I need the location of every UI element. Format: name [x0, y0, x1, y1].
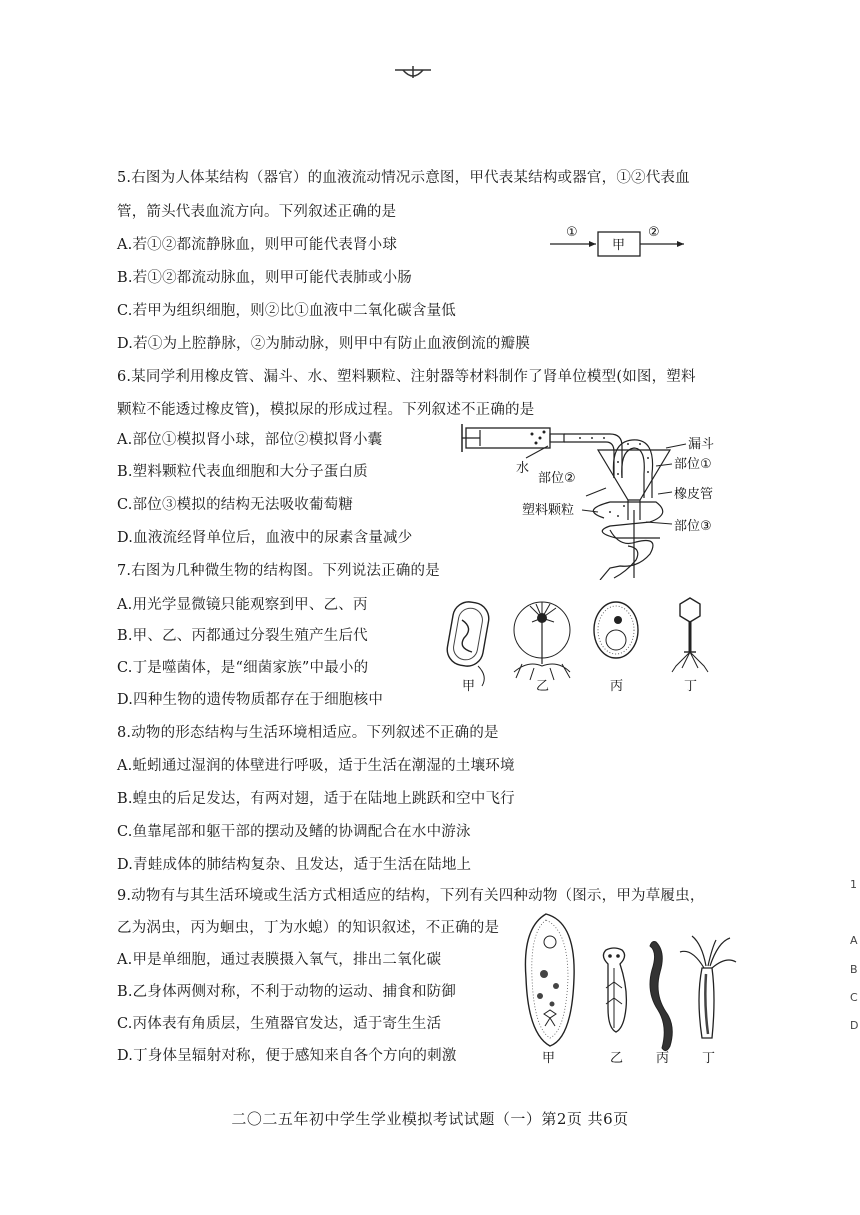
bacteriophage-illustration — [672, 598, 708, 672]
page-footer: 二〇二五年初中学生学业模拟考试试题（一）第2页 共6页 — [231, 1110, 629, 1128]
q9-option-a: A.甲是单细胞，通过表膜摄入氧气，排出二氧化碳 — [117, 952, 442, 968]
q7-option-c: C.丁是噬菌体，是“细菌家族”中最小的 — [117, 660, 369, 676]
q7-option-a: A.用光学显微镜只能观察到甲、乙、丙 — [117, 597, 368, 613]
q9-stem-line1: 9.动物有与其生活环境或生活方式相适应的结构，下列有关四种动物（图示，甲为草履虫， — [117, 888, 705, 904]
roundworm-illustration — [650, 942, 672, 1051]
q5-blood-flow-diagram — [548, 222, 688, 264]
q6-fig-funnel-label: 漏斗 — [688, 437, 715, 452]
edge-mark-1: 1 — [850, 878, 857, 891]
q6-fig-part2-label: 部位② — [538, 471, 576, 486]
q7-microorganisms-figure — [444, 594, 734, 696]
q6-option-d: D.血液流经肾单位后，血液中的尿素含量减少 — [117, 530, 413, 546]
q5-option-b: B.若①②都流动脉血，则甲可能代表肺或小肠 — [117, 270, 412, 286]
q7-fig-label-ding: 丁 — [684, 679, 698, 694]
q6-option-a: A.部位①模拟肾小球，部位②模拟肾小囊 — [117, 432, 383, 448]
page-top-mark — [393, 64, 433, 82]
q7-option-b: B.甲、乙、丙都通过分裂生殖产生后代 — [117, 628, 368, 644]
q9-option-d: D.丁身体呈辐射对称，便于感知来自各个方向的刺激 — [117, 1048, 457, 1064]
q6-stem-line1: 6.某同学利用橡皮管、漏斗、水、塑料颗粒、注射器等材料制作了肾单位模型(如图，塑料 — [117, 369, 696, 385]
paramecium-illustration — [525, 914, 574, 1046]
q8-option-c: C.鱼靠尾部和躯干部的摆动及鳍的协调配合在水中游泳 — [117, 824, 471, 840]
q9-fig-label-jia: 甲 — [542, 1051, 556, 1066]
edge-mark-d: D — [850, 1019, 859, 1032]
q8-stem: 8.动物的形态结构与生活环境相适应。下列叙述不正确的是 — [117, 725, 499, 741]
q5-option-a: A.若①②都流静脉血，则甲可能代表肾小球 — [117, 237, 398, 253]
q7-fig-label-jia: 甲 — [462, 679, 476, 694]
q6-kidney-model-diagram — [460, 418, 730, 580]
q5-fig-vessel-1: ① — [566, 225, 578, 240]
hydra-illustration — [680, 936, 736, 1038]
planarian-illustration — [603, 948, 626, 1032]
q5-stem-line2: 管，箭头代表血流方向。下列叙述正确的是 — [117, 204, 397, 220]
q5-stem-line1: 5.右图为人体某结构（器官）的血液流动情况示意图，甲代表某结构或器官，①②代表血 — [117, 170, 690, 186]
q9-fig-label-yi: 乙 — [610, 1051, 624, 1066]
q6-fig-part1-label: 部位① — [674, 457, 712, 472]
q8-option-d: D.青蛙成体的肺结构复杂、且发达，适于生活在陆地上 — [117, 857, 472, 873]
q5-fig-organ: 甲 — [612, 238, 626, 253]
edge-mark-b: B — [850, 963, 858, 976]
q6-option-b: B.塑料颗粒代表血细胞和大分子蛋白质 — [117, 464, 368, 480]
q7-option-d: D.四种生物的遗传物质都存在于细胞核中 — [117, 692, 384, 708]
q7-stem: 7.右图为几种微生物的结构图。下列说法正确的是 — [117, 563, 440, 579]
q6-fig-part3-label: 部位③ — [674, 519, 712, 534]
q7-fig-label-yi: 乙 — [536, 679, 550, 694]
q9-fig-label-ding: 丁 — [702, 1051, 716, 1066]
q9-animals-figure — [516, 908, 740, 1068]
q7-fig-label-bing: 丙 — [610, 679, 624, 694]
q6-option-c: C.部位③模拟的结构无法吸收葡萄糖 — [117, 497, 354, 513]
q5-option-d: D.若①为上腔静脉，②为肺动脉，则甲中有防止血液倒流的瓣膜 — [117, 336, 531, 352]
bacterium-illustration — [445, 599, 492, 686]
q9-stem-line2: 乙为涡虫，丙为蛔虫，丁为水螅）的知识叙述，不正确的是 — [117, 920, 500, 936]
q6-fig-water-label: 水 — [516, 461, 530, 476]
q5-fig-vessel-2: ② — [648, 225, 660, 240]
mold-illustration — [514, 602, 570, 680]
q6-fig-tube-label: 橡皮管 — [674, 487, 714, 502]
q9-option-c: C.丙体表有角质层，生殖器官发达，适于寄生生活 — [117, 1016, 442, 1032]
q5-option-c: C.若甲为组织细胞，则②比①血液中二氧化碳含量低 — [117, 303, 456, 319]
yeast-illustration — [594, 602, 638, 658]
q9-fig-label-bing: 丙 — [656, 1051, 670, 1066]
q6-stem-line2: 颗粒不能透过橡皮管)，模拟尿的形成过程。下列叙述不正确的是 — [117, 402, 535, 418]
q9-option-b: B.乙身体两侧对称，不利于动物的运动、捕食和防御 — [117, 984, 457, 1000]
q8-option-b: B.蝗虫的后足发达，有两对翅，适于在陆地上跳跃和空中飞行 — [117, 791, 515, 807]
q6-fig-particles-label: 塑料颗粒 — [522, 503, 575, 518]
edge-mark-c: C — [850, 991, 858, 1004]
edge-mark-a: A — [850, 934, 858, 947]
q8-option-a: A.蚯蚓通过湿润的体壁进行呼吸，适于生活在潮湿的土壤环境 — [117, 758, 515, 774]
